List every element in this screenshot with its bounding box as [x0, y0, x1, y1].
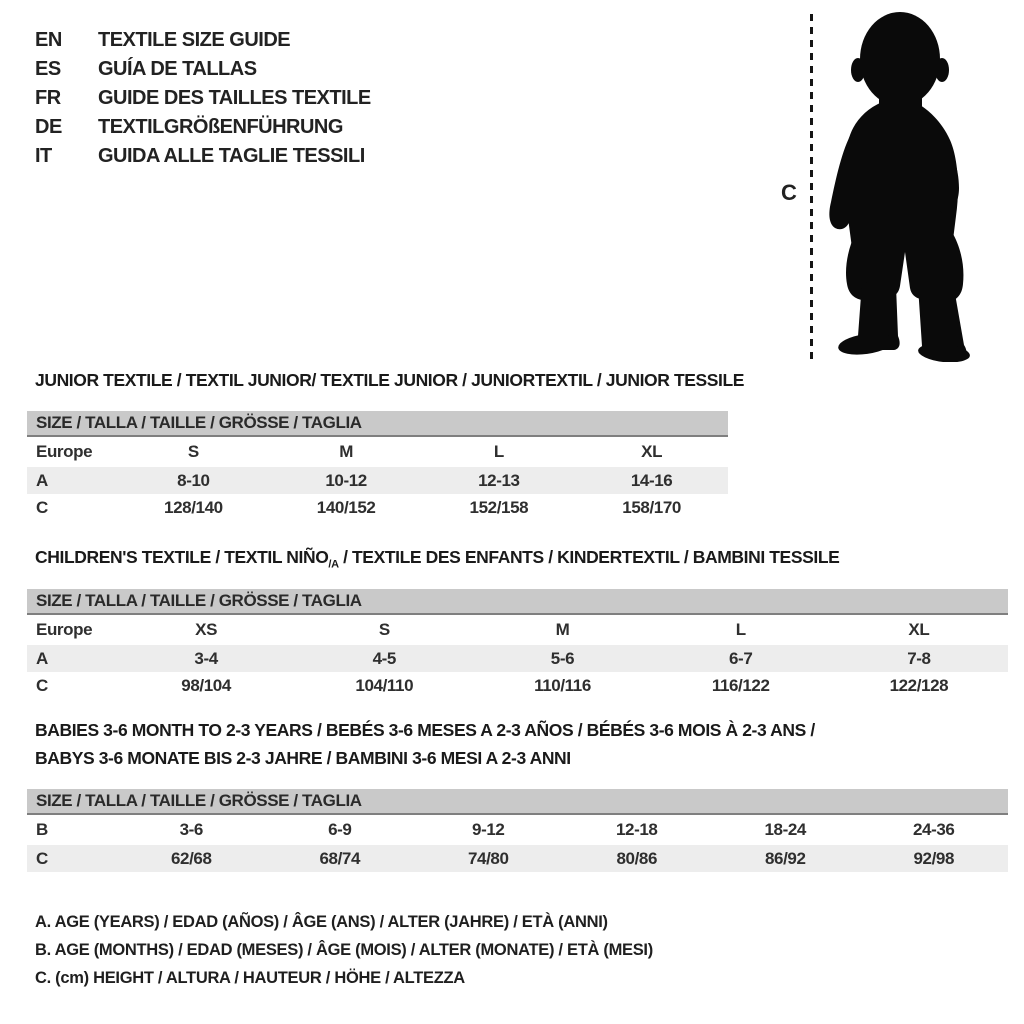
size-table-header-text: SIZE / TALLA / TAILLE / GRÖSSE / TAGLIA [36, 413, 362, 432]
table-row-height [27, 494, 728, 521]
row-label: C [36, 675, 48, 695]
table-row-sizes [27, 615, 1008, 645]
table-row-height [27, 672, 1008, 699]
value-cell: 74/80 [467, 848, 509, 868]
value-cell: 104/110 [355, 675, 414, 695]
value-cell: 122/128 [889, 675, 949, 695]
babies-size-table [27, 789, 1008, 872]
language-code: ES [35, 58, 61, 80]
language-code: EN [35, 29, 62, 51]
value-cell: 110/116 [534, 675, 591, 695]
value-cell: 3-6 [179, 820, 203, 839]
value-cell: 9-12 [472, 820, 505, 839]
children-title-post: / TEXTILE DES ENFANTS / KINDERTEXTIL / BAMBINI TESSILE [338, 547, 840, 567]
language-row-en [35, 26, 371, 55]
table-row-sizes [27, 437, 728, 467]
row-label: A [36, 470, 48, 490]
size-table-header-bar [27, 411, 728, 437]
children-title-sub: /A [328, 558, 339, 571]
value-cell: 152/158 [469, 497, 529, 517]
size-cell: XS [195, 620, 218, 639]
size-cell: L [735, 620, 746, 639]
row-label: C [36, 848, 48, 868]
size-cell: XL [908, 620, 930, 639]
height-measure-label: C [781, 180, 797, 205]
value-cell: 6-7 [729, 648, 753, 668]
toddler-silhouette-icon [822, 6, 984, 362]
size-table-header-bar [27, 789, 1008, 815]
value-cell: 14-16 [630, 470, 673, 490]
footnote-legend [35, 913, 653, 997]
language-code: FR [35, 87, 61, 109]
value-cell: 10-12 [325, 470, 367, 490]
language-title: GUÍA DE TALLAS [98, 58, 257, 80]
language-title: GUIDA ALLE TAGLIE TESSILI [98, 145, 365, 167]
size-cell: L [493, 442, 504, 461]
value-cell: 80/86 [616, 848, 658, 868]
value-cell: 6-9 [328, 820, 352, 839]
junior-size-table [27, 411, 728, 521]
babies-section-title-line1: BABIES 3-6 MONTH TO 2-3 YEARS / BEBÉS 3-6 MESES A 2-3 AÑOS / BÉBÉS 3-6 MOIS À 2-3 ANS / [35, 720, 815, 740]
footnote-c: C. (cm) HEIGHT / ALTURA / HAUTEUR / HÖHE / ALTEZZA [35, 969, 465, 987]
value-cell: 68/74 [319, 848, 361, 868]
value-cell: 12-13 [478, 470, 520, 490]
row-label: C [36, 497, 48, 517]
footnote-a: A. AGE (YEARS) / EDAD (AÑOS) / ÂGE (ANS) / ALTER (JAHRE) / ETÀ (ANNI) [35, 913, 608, 931]
size-cell: XL [641, 442, 663, 461]
children-title-pre: CHILDREN'S TEXTILE / TEXTIL NIÑO [35, 547, 329, 567]
value-cell: 128/140 [164, 497, 223, 517]
value-cell: 8-10 [177, 470, 210, 490]
value-cell: 140/152 [316, 497, 376, 517]
size-cell: S [187, 442, 199, 461]
language-title: GUIDE DES TAILLES TEXTILE [98, 87, 371, 109]
size-table-header-text: SIZE / TALLA / TAILLE / GRÖSSE / TAGLIA [36, 791, 362, 810]
value-cell: 18-24 [764, 820, 806, 839]
value-cell: 7-8 [907, 648, 931, 668]
size-table-header-bar [27, 589, 1008, 615]
language-code: DE [35, 116, 62, 138]
value-cell: 92/98 [913, 848, 955, 868]
value-cell: 24-36 [913, 820, 955, 839]
language-row-fr [35, 84, 371, 113]
language-title: TEXTILE SIZE GUIDE [98, 29, 291, 51]
size-table-header-text: SIZE / TALLA / TAILLE / GRÖSSE / TAGLIA [36, 591, 362, 610]
children-size-table [27, 589, 1008, 699]
table-row-age [27, 467, 728, 494]
value-cell: 5-6 [550, 648, 575, 668]
height-measure-dotted-line [810, 14, 813, 360]
value-cell: 4-5 [372, 648, 396, 668]
value-cell: 86/92 [764, 848, 806, 868]
value-cell: 3-4 [194, 648, 218, 668]
row-label: A [36, 648, 48, 668]
language-title-list [35, 26, 371, 171]
value-cell: 98/104 [181, 675, 231, 695]
table-row-age [27, 645, 1008, 672]
value-cell: 158/170 [622, 497, 681, 517]
region-label: Europe [36, 620, 93, 639]
language-row-de [35, 113, 371, 142]
babies-section-title-line2: BABYS 3-6 MONATE BIS 2-3 JAHRE / BAMBINI 3-6 MESI A 2-3 ANNI [35, 748, 571, 768]
value-cell: 62/68 [170, 848, 212, 868]
region-label: Europe [36, 442, 93, 461]
language-code: IT [35, 145, 52, 167]
junior-section-title: JUNIOR TEXTILE / TEXTIL JUNIOR/ TEXTILE JUNIOR / JUNIORTEXTIL / JUNIOR TESSILE [35, 370, 745, 390]
language-row-it [35, 142, 371, 171]
table-row-height [27, 845, 1008, 872]
language-title: TEXTILGRÖßENFÜHRUNG [98, 116, 343, 138]
table-row-months [27, 815, 1008, 845]
footnote-b: B. AGE (MONTHS) / EDAD (MESES) / ÂGE (MOIS) / ALTER (MONATE) / ETÀ (MESI) [35, 941, 653, 959]
language-row-es [35, 55, 371, 84]
value-cell: 116/122 [711, 675, 770, 695]
size-cell: S [378, 620, 390, 639]
row-label: B [36, 820, 48, 839]
size-cell: M [339, 442, 353, 461]
children-section-title [35, 547, 839, 571]
size-cell: M [555, 620, 570, 639]
value-cell: 12-18 [616, 820, 658, 839]
